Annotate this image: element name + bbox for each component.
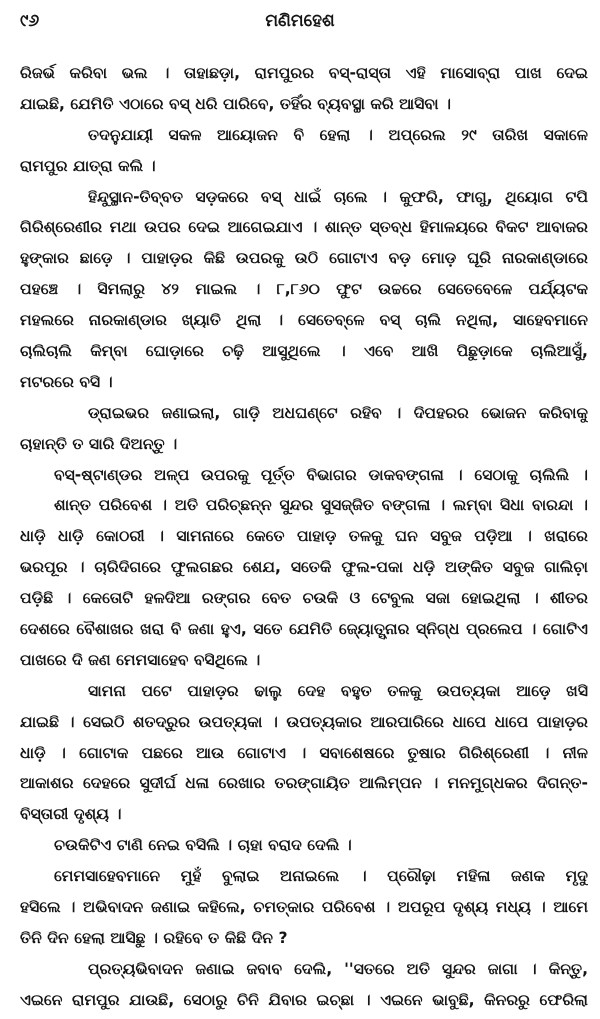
text-line: ଆକାଶର ଦେହରେ ସୁଦୀର୍ଘ ଧଳା ରେଖାର ତରଙ୍ଗାୟିତ ଆଲିମ୍ପନ । ମନମୁଗ୍ଧକର ଦିଗନ୍ତ-: [20, 774, 588, 793]
page-number: ୯୬: [20, 11, 40, 31]
text-line: ଦେଶରେ ବୈଶାଖର ଖରା ବି ଜଣା ହୁଏ, ସତେ ଯେମିତି ଜ୍ୟୋତ୍ସ୍ନାର ସ୍ନିଗ୍ଧ ପ୍ରଲେପ । ଗୋଟିଏ: [20, 620, 588, 639]
text-line: ଭରପୂର । ଚାରିଦିଗରେ ଫୁଲଗଛର ଶେଯ, ସତେକି ଫୁଲ-ପକା ଧଡ଼ି ଅଙ୍କିତ ସବୁଜ ଗାଲିଚ଼ା: [20, 558, 588, 577]
text-line: ଯାଇଛି, ଯେମିତି ଏଠାରେ ବସ୍ ଧରି ପାରିବେ, ତହିଁର ବ୍ୟବସ୍ଥା କରି ଆସିବା ।: [20, 94, 452, 113]
text-line: ବିସ୍ତାରୀ ଦୃଶ୍ୟ ।: [20, 805, 122, 824]
text-line: ପାଖରେ ଦି ଜଣ ମେମସାହେବ ବସିଥିଲେ ।: [20, 650, 261, 669]
text-line: ଡ୍ରାଇଭର ଜଣାଇଲା, ଗାଡ଼ି ଅଧଘଣ୍ଟେ ରହିବ । ଦିପହରର ଭୋଜନ କରିବାକୁ: [88, 403, 588, 422]
text-line: ମଟରରେ ବସି ।: [20, 372, 113, 391]
text-line: ହିନ୍ଦୁସ୍ଥାନ-ତିବ୍ବତ ସଡ଼କରେ ବସ୍ ଧାଇଁ ଚାଲେ । କୁଫରି, ଫାଗୁ, ଥିୟୋଗ ଟପି: [88, 187, 588, 206]
text-line: ରିଜର୍ଭ କରିବା ଭଲ । ତାହାଛଡ଼ା, ରାମପୁରର ବସ୍-ରାସ୍ତା ଏହି ମାସୋବ୍ରା ପାଖ ଦେଇ: [20, 64, 588, 82]
running-title: ମଣିମହେଶ: [265, 11, 335, 31]
text-line: ମେମସାହେବମାନେ ମୁହଁ ବୁଲାଇ ଅନାଇଲେ । ପ୍ରୌଢ଼ା ମହିଳା ଜଣକ ମୃଦୁ: [54, 867, 588, 886]
text-line: ତିନି ଦିନ ହେଲା ଆସିଛୁ । ରହିବେ ତ କିଛି ଦିନ ?: [20, 928, 288, 947]
text-line: ତଦନୁଯାୟୀ ସକଳ ଆୟୋଜନ ବି ହେଲା । ଅପ୍ରେଲ ୨୯ ତାରିଖ ସକାଳେ: [88, 125, 588, 144]
text-line: ପଡ଼ିଛି । କେତୋଟି ହଳଦିଆ ରଙ୍ଗର ବେତ ଚଉକି ଓ ଟେବୁଲ ସଜା ହୋଇଥିଲା । ଶୀତର: [20, 589, 588, 608]
text-line: ଧାଡ଼ି । ଗୋଟାକ ପଛରେ ଆଉ ଗୋଟାଏ । ସବାଶେଷରେ ତୁଷାର ଗିରିଶ୍ରେଣୀ । ନୀଳ: [20, 743, 588, 762]
text-line: ବସ୍-ଷ୍ଟାଣ୍ଡର ଅଳ୍ପ ଉପରକୁ ପୂର୍ତ୍ତ ବିଭାଗର ଡାକବଙ୍ଗଳା । ସେଠାକୁ ଚାଲିଲି ।: [54, 465, 588, 484]
text-line: ସାମନା ପଟେ ପାହାଡ଼ର ଢାଲୁ ଦେହ ବହୁତ ତଳକୁ ଉପତ୍ୟକା ଆଡ଼େ ଖସି: [88, 681, 588, 700]
text-line: ହସିଲେ । ଅଭିବାଦନ ଜଣାଇ କହିଲେ, ଚମତ୍କାର ପରିବେଶ । ଅପରୂପ ଦୃଶ୍ୟ ମଧ୍ୟ । ଆମେ: [20, 898, 588, 917]
text-line: ଧାଡ଼ି ଧାଡ଼ି କୋଠରୀ । ସାମନାରେ କେତେ ପାହାଡ଼ ତଳକୁ ଘନ ସବୁଜ ପଡ଼ିଆ । ଖରାରେ: [20, 527, 588, 546]
text-line: ରାମପୁର ଯାତ୍ରା କଲି ।: [20, 156, 156, 175]
text-line: ଚଉକିଟିଏ ଟାଣି ନେଇ ବସିଲି । ଚାହା ବରାଦ ଦେଲି ।: [54, 836, 352, 855]
body-text: [20, 58, 588, 1016]
text-line: ପ୍ରତ୍ୟଭିବାଦନ ଜଣାଇ ଜବାବ ଦେଲି, ''ସତରେ ଅତି ସୁନ୍ଦର ଜାଗା । କିନ୍ତୁ,: [88, 959, 588, 978]
text-line: ଯାଇଛି । ସେଇଠି ଶତଦ୍ରୁର ଉପତ୍ୟକା । ଉପତ୍ୟକାର ଆରପାରିରେ ଧାପେ ଧାପେ ପାହାଡ଼ର: [20, 712, 588, 731]
text-line: ମହଲରେ ନାରକାଣ୍ଡାର ଖ୍ୟାତି ଥିଲା । ସେତେବ୍ଳେ ବସ୍ ଚାଲି ନଥିଲା, ସାହେବମାନେ: [20, 311, 588, 330]
text-line: ଚାହାନ୍ତି ତ ସାରି ଦିଅନ୍ତୁ ।: [20, 434, 178, 453]
text-line: ଗିରିଶ୍ରେଣୀର ମଥା ଉପର ଦେଇ ଆଗେଇଯାଏ । ଶାନ୍ତ ସ୍ତବ୍ଧ ହିମାଳୟରେ ବିକଟ ଆବାଜର: [20, 218, 588, 237]
text-line: ଚାଲିଚାଲି କିମ୍ବା ଘୋଡ଼ାରେ ଚଢ଼ି ଆସୁଥିଲେ । ଏବେ ଆଖି ପିଛୁଡ଼ାକେ ଚାଲିଆସୁଁ,: [20, 342, 588, 361]
text-line: ଶାନ୍ତ ପରିବେଶ । ଅତି ପରିଚ୍ଛନ୍ନ ସୁନ୍ଦର ସୁସଜ୍ଜିତ ବଙ୍ଗଳା । ଲମ୍ବା ସିଧା ବାରନ୍ଦା ।: [54, 496, 588, 515]
text-line: ଏଇନେ ରାମପୁର ଯାଉଛି, ସେଠାରୁ ଚିନି ଯିବାର ଇଚ୍ଛା । ଏଇନେ ଭାବୁଛି, କିନରରୁ ଫେରିଲା: [20, 990, 588, 1009]
text-line: ପହଞ୍ଚେ । ସିମଲାରୁ ୪୨ ମାଇଲ । ୮,୮୬୦ ଫୁଟ ଉଚ୍ଚରେ ସେତେବେଳେ ପର୍ଯ୍ୟଟକ: [20, 280, 588, 299]
text-line: ହୁଙ୍କାର ଛାଡ଼େ । ପାହାଡ଼ର କିଛି ଉପରକୁ ଉଠି ଗୋଟାଏ ବଡ଼ ମୋଡ଼ ଘୂରି ନାରକାଣ୍ଡାରେ: [20, 249, 588, 268]
